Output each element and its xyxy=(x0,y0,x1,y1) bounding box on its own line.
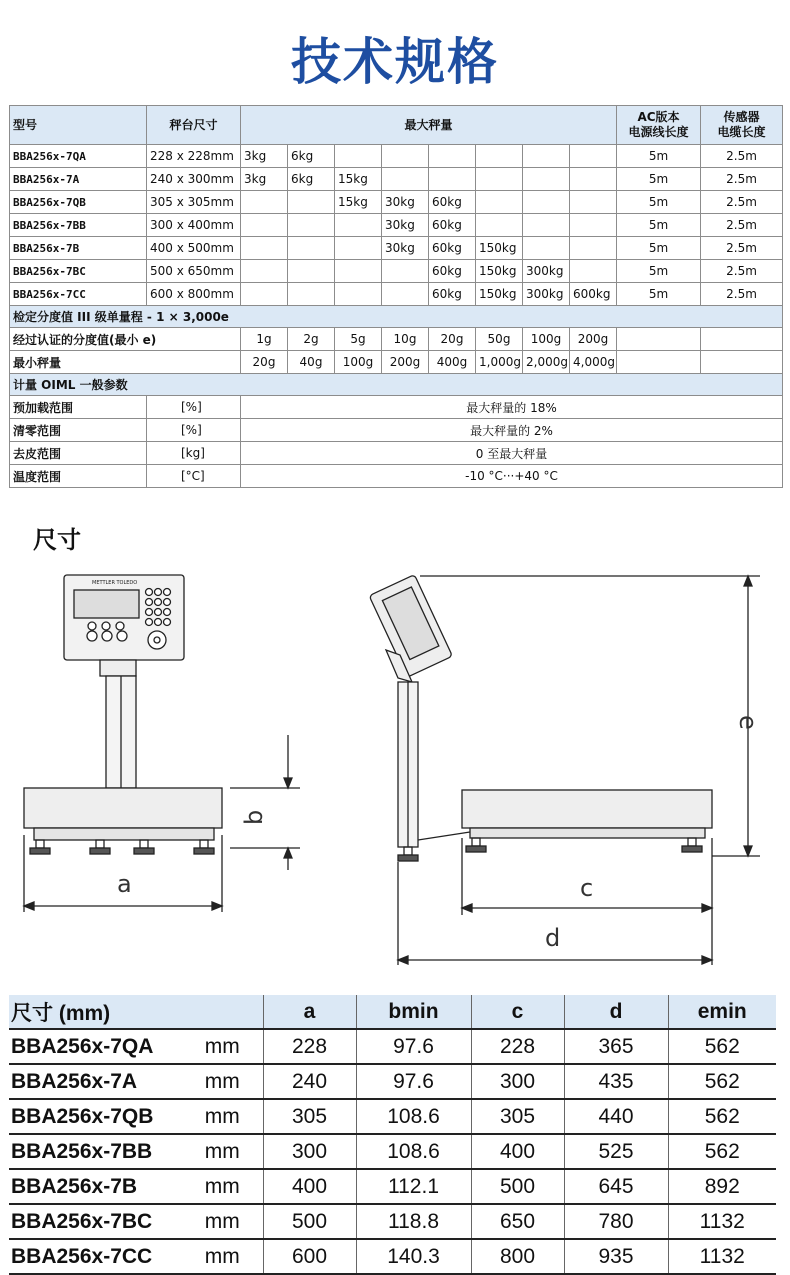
dims-b: 112.1 xyxy=(356,1169,471,1204)
min-weight-row xyxy=(10,351,783,374)
dims-model: BBA256x-7A xyxy=(9,1064,182,1099)
label-c: c xyxy=(580,874,594,902)
dims-row xyxy=(9,1029,776,1064)
label-a: a xyxy=(117,870,132,898)
param-unit: [°C] xyxy=(147,465,241,488)
capacity-cell xyxy=(335,237,382,260)
dims-b: 140.3 xyxy=(356,1239,471,1274)
min-weight-value: 400g xyxy=(429,351,476,374)
dims-d: 440 xyxy=(564,1099,668,1134)
dims-model: BBA256x-7B xyxy=(9,1169,182,1204)
verified-value: 5g xyxy=(335,328,382,351)
dims-a: 305 xyxy=(263,1099,356,1134)
dims-header-a: a xyxy=(263,995,356,1029)
dims-a: 240 xyxy=(263,1064,356,1099)
capacity-cell xyxy=(429,168,476,191)
capacity-cell: 300kg xyxy=(523,260,570,283)
capacity-cell xyxy=(570,214,617,237)
model-name: BBA256x-7BB xyxy=(10,214,147,237)
oiml-section-title: 计量 OIML 一般参数 xyxy=(10,374,783,396)
param-row xyxy=(10,442,783,465)
spec-model-row xyxy=(10,145,783,168)
param-row xyxy=(10,465,783,488)
dims-e: 562 xyxy=(668,1099,776,1134)
param-name: 温度范围 xyxy=(10,465,147,488)
header-cable-text: 传感器 电缆长度 xyxy=(717,110,766,139)
capacity-cell: 60kg xyxy=(429,237,476,260)
capacity-cell xyxy=(523,237,570,260)
empty-cell xyxy=(617,351,701,374)
capacity-cell xyxy=(288,214,335,237)
capacity-cell xyxy=(335,260,382,283)
platform-size: 228 x 228mm xyxy=(147,145,241,168)
dims-unit: mm xyxy=(182,1169,263,1204)
dims-d: 645 xyxy=(564,1169,668,1204)
dims-row xyxy=(9,1169,776,1204)
dims-unit: mm xyxy=(182,1029,263,1064)
dims-e: 562 xyxy=(668,1064,776,1099)
header-ac xyxy=(617,106,701,145)
verified-value: 2g xyxy=(288,328,335,351)
dims-d: 435 xyxy=(564,1064,668,1099)
dims-b: 97.6 xyxy=(356,1064,471,1099)
dims-header-d: d xyxy=(564,995,668,1029)
capacity-cell xyxy=(241,283,288,306)
min-weight-value: 100g xyxy=(335,351,382,374)
param-row xyxy=(10,396,783,419)
min-weight-value: 40g xyxy=(288,351,335,374)
param-name: 预加载范围 xyxy=(10,396,147,419)
spec-table xyxy=(9,105,783,488)
capacity-cell xyxy=(241,191,288,214)
brand-logo: METTLER TOLEDO xyxy=(92,580,138,586)
capacity-cell xyxy=(523,191,570,214)
capacity-cell: 150kg xyxy=(476,237,523,260)
platform-size: 400 x 500mm xyxy=(147,237,241,260)
model-name: BBA256x-7A xyxy=(10,168,147,191)
model-name: BBA256x-7QA xyxy=(10,145,147,168)
dims-d: 935 xyxy=(564,1239,668,1274)
sensor-cable-length: 2.5m xyxy=(701,260,783,283)
dims-a: 500 xyxy=(263,1204,356,1239)
capacity-cell: 6kg xyxy=(288,145,335,168)
oiml-section-row xyxy=(10,374,783,396)
verify-section-row xyxy=(10,306,783,328)
sensor-cable-length: 2.5m xyxy=(701,168,783,191)
sensor-cable-length: 2.5m xyxy=(701,191,783,214)
capacity-cell: 60kg xyxy=(429,260,476,283)
param-name: 去皮范围 xyxy=(10,442,147,465)
platform-size: 300 x 400mm xyxy=(147,214,241,237)
ac-cable-length: 5m xyxy=(617,214,701,237)
min-weight-value: 2,000g xyxy=(523,351,570,374)
dims-header-unit xyxy=(182,995,263,1029)
capacity-cell xyxy=(288,191,335,214)
platform-size: 240 x 300mm xyxy=(147,168,241,191)
dims-header-e: emin xyxy=(668,995,776,1029)
capacity-cell xyxy=(241,214,288,237)
dims-unit: mm xyxy=(182,1099,263,1134)
platform-front xyxy=(24,788,222,828)
dims-row xyxy=(9,1064,776,1099)
dims-b: 97.6 xyxy=(356,1029,471,1064)
capacity-cell xyxy=(570,168,617,191)
capacity-cell: 6kg xyxy=(288,168,335,191)
platform-size: 500 x 650mm xyxy=(147,260,241,283)
label-b: b xyxy=(240,809,268,825)
spec-model-row xyxy=(10,168,783,191)
verified-value: 50g xyxy=(476,328,523,351)
capacity-cell xyxy=(382,145,429,168)
dims-a: 600 xyxy=(263,1239,356,1274)
model-name: BBA256x-7CC xyxy=(10,283,147,306)
dims-model: BBA256x-7QA xyxy=(9,1029,182,1064)
dims-c: 400 xyxy=(471,1134,564,1169)
param-value: 最大秤量的 18% xyxy=(241,396,783,419)
feet-side xyxy=(398,838,702,861)
verified-row xyxy=(10,328,783,351)
verified-value: 20g xyxy=(429,328,476,351)
dims-b: 118.8 xyxy=(356,1204,471,1239)
dims-row xyxy=(9,1239,776,1274)
capacity-cell xyxy=(288,260,335,283)
capacity-cell xyxy=(335,145,382,168)
capacity-cell: 15kg xyxy=(335,168,382,191)
header-model: 型号 xyxy=(10,106,147,145)
capacity-cell xyxy=(570,145,617,168)
min-weight-value: 200g xyxy=(382,351,429,374)
sensor-cable-length: 2.5m xyxy=(701,214,783,237)
platform-side xyxy=(462,790,712,828)
capacity-cell: 15kg xyxy=(335,191,382,214)
param-unit: [%] xyxy=(147,419,241,442)
header-cable xyxy=(701,106,783,145)
spec-model-row xyxy=(10,214,783,237)
ac-cable-length: 5m xyxy=(617,237,701,260)
spec-model-row xyxy=(10,191,783,214)
capacity-cell: 3kg xyxy=(241,145,288,168)
capacity-cell: 60kg xyxy=(429,191,476,214)
ac-cable-length: 5m xyxy=(617,168,701,191)
capacity-cell: 30kg xyxy=(382,191,429,214)
capacity-cell xyxy=(335,283,382,306)
capacity-cell xyxy=(382,283,429,306)
model-name: BBA256x-7QB xyxy=(10,191,147,214)
dims-unit: mm xyxy=(182,1204,263,1239)
param-value: 最大秤量的 2% xyxy=(241,419,783,442)
spec-model-row xyxy=(10,283,783,306)
model-name: BBA256x-7B xyxy=(10,237,147,260)
param-value: -10 °C···+40 °C xyxy=(241,465,783,488)
capacity-cell xyxy=(570,260,617,283)
capacity-cell xyxy=(523,168,570,191)
sensor-cable-length: 2.5m xyxy=(701,283,783,306)
dims-row xyxy=(9,1099,776,1134)
dims-a: 400 xyxy=(263,1169,356,1204)
capacity-cell xyxy=(241,237,288,260)
ac-cable-length: 5m xyxy=(617,191,701,214)
dims-e: 562 xyxy=(668,1134,776,1169)
ac-cable-length: 5m xyxy=(617,283,701,306)
dims-d: 525 xyxy=(564,1134,668,1169)
capacity-cell xyxy=(523,214,570,237)
dims-header-row xyxy=(9,995,776,1029)
dims-c: 500 xyxy=(471,1169,564,1204)
dims-d: 365 xyxy=(564,1029,668,1064)
dims-c: 300 xyxy=(471,1064,564,1099)
dims-c: 305 xyxy=(471,1099,564,1134)
min-weight-label: 最小秤量 xyxy=(10,351,241,374)
param-name: 清零范围 xyxy=(10,419,147,442)
param-row xyxy=(10,419,783,442)
capacity-cell xyxy=(382,168,429,191)
verified-value: 200g xyxy=(570,328,617,351)
dims-header-b: bmin xyxy=(356,995,471,1029)
dims-c: 800 xyxy=(471,1239,564,1274)
param-unit: [kg] xyxy=(147,442,241,465)
capacity-cell xyxy=(335,214,382,237)
capacity-cell: 60kg xyxy=(429,283,476,306)
dims-model: BBA256x-7BC xyxy=(9,1204,182,1239)
verified-value: 100g xyxy=(523,328,570,351)
dims-a: 300 xyxy=(263,1134,356,1169)
dims-unit: mm xyxy=(182,1064,263,1099)
empty-cell xyxy=(617,328,701,351)
dims-model: BBA256x-7BB xyxy=(9,1134,182,1169)
dimension-drawing xyxy=(0,560,790,980)
dims-d: 780 xyxy=(564,1204,668,1239)
platform-size: 305 x 305mm xyxy=(147,191,241,214)
capacity-cell xyxy=(476,145,523,168)
capacity-cell xyxy=(429,145,476,168)
dims-e: 1132 xyxy=(668,1204,776,1239)
label-e: e xyxy=(734,715,762,730)
dims-model: BBA256x-7QB xyxy=(9,1099,182,1134)
sensor-cable-length: 2.5m xyxy=(701,145,783,168)
param-unit: [%] xyxy=(147,396,241,419)
capacity-cell xyxy=(241,260,288,283)
dims-b: 108.6 xyxy=(356,1134,471,1169)
dims-e: 562 xyxy=(668,1029,776,1064)
empty-cell xyxy=(701,351,783,374)
label-d: d xyxy=(545,924,561,952)
capacity-cell: 150kg xyxy=(476,283,523,306)
spec-model-row xyxy=(10,260,783,283)
dimensions-table xyxy=(9,995,776,1275)
capacity-cell xyxy=(476,191,523,214)
capacity-cell xyxy=(288,237,335,260)
capacity-cell: 150kg xyxy=(476,260,523,283)
dims-c: 228 xyxy=(471,1029,564,1064)
feet-front xyxy=(30,840,214,854)
dims-row xyxy=(9,1204,776,1239)
capacity-cell xyxy=(570,191,617,214)
min-weight-value: 4,000g xyxy=(570,351,617,374)
dims-header-c: c xyxy=(471,995,564,1029)
ac-cable-length: 5m xyxy=(617,145,701,168)
dims-b: 108.6 xyxy=(356,1099,471,1134)
capacity-cell: 600kg xyxy=(570,283,617,306)
dims-c: 650 xyxy=(471,1204,564,1239)
sensor-cable-length: 2.5m xyxy=(701,237,783,260)
dims-header-label: 尺寸 (mm) xyxy=(9,995,182,1029)
model-name: BBA256x-7BC xyxy=(10,260,147,283)
min-weight-value: 1,000g xyxy=(476,351,523,374)
capacity-cell xyxy=(382,260,429,283)
verified-label: 经过认证的分度值(最小 e) xyxy=(10,328,241,351)
header-ac-text: AC版本 电源线长度 xyxy=(628,110,689,139)
capacity-cell: 30kg xyxy=(382,237,429,260)
capacity-cell xyxy=(476,168,523,191)
capacity-cell: 3kg xyxy=(241,168,288,191)
capacity-cell xyxy=(570,237,617,260)
dims-model: BBA256x-7CC xyxy=(9,1239,182,1274)
dimensions-title: 尺寸 xyxy=(33,526,81,554)
capacity-cell xyxy=(288,283,335,306)
header-platform: 秤台尺寸 xyxy=(147,106,241,145)
dims-unit: mm xyxy=(182,1239,263,1274)
capacity-cell xyxy=(476,214,523,237)
dims-row xyxy=(9,1134,776,1169)
ac-cable-length: 5m xyxy=(617,260,701,283)
dims-a: 228 xyxy=(263,1029,356,1064)
dims-e: 1132 xyxy=(668,1239,776,1274)
capacity-cell: 30kg xyxy=(382,214,429,237)
capacity-cell xyxy=(523,145,570,168)
verified-value: 10g xyxy=(382,328,429,351)
header-capacity: 最大秤量 xyxy=(241,106,617,145)
page-title: 技术规格 xyxy=(291,33,499,91)
dims-unit: mm xyxy=(182,1134,263,1169)
spec-header-row xyxy=(10,106,783,145)
param-value: 0 至最大秤量 xyxy=(241,442,783,465)
dims-e: 892 xyxy=(668,1169,776,1204)
min-weight-value: 20g xyxy=(241,351,288,374)
empty-cell xyxy=(701,328,783,351)
capacity-cell: 60kg xyxy=(429,214,476,237)
terminal-side xyxy=(369,575,452,678)
terminal-display xyxy=(74,590,139,618)
verify-section-title: 检定分度值 III 级单量程 - 1 × 3,000e xyxy=(10,306,783,328)
platform-size: 600 x 800mm xyxy=(147,283,241,306)
capacity-cell: 300kg xyxy=(523,283,570,306)
spec-model-row xyxy=(10,237,783,260)
verified-value: 1g xyxy=(241,328,288,351)
